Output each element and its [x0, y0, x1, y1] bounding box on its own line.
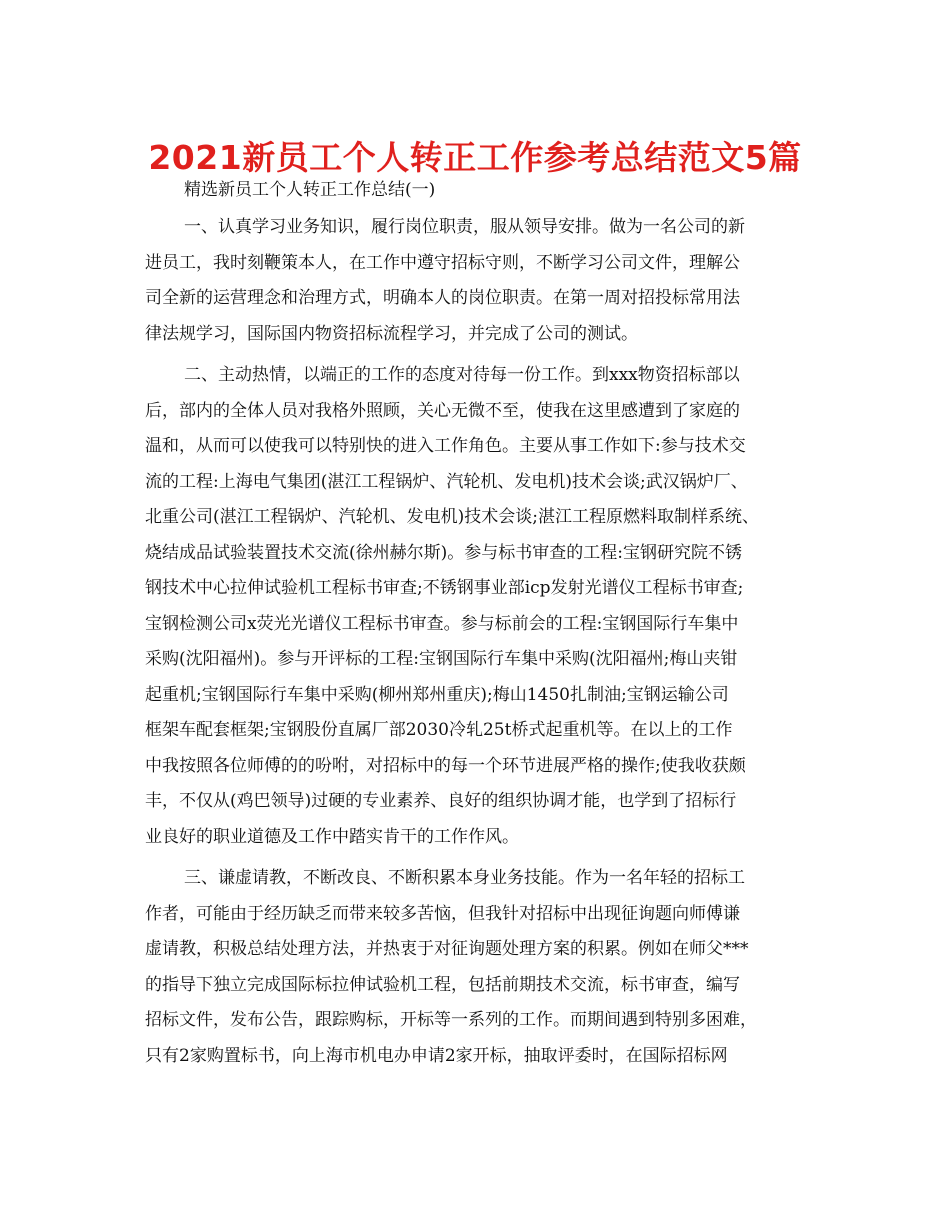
paragraph-2 [145, 358, 810, 855]
paragraph-line: 起重机;宝钢国际行车集中采购(柳州郑州重庆);梅山1450扎制油;宝钢运输公司 [145, 684, 729, 705]
paragraph-line: 司全新的运营理念和治理方式，明确本人的岗位职责。在第一周对招投标常用法 [145, 288, 740, 308]
paragraph-line: 中我按照各位师傅的的吩咐，对招标中的每一个环节进展严格的操作;使我收获颇 [145, 755, 746, 776]
paragraph-line: 宝钢检测公司x荧光光谱仪工程标书审查。参与标前会的工程:宝钢国际行车集中 [145, 613, 739, 634]
document-title: 2021新员工个人转正工作参考总结范文5篇 [148, 138, 802, 177]
paragraph-line: 温和，从而可以使我可以特别快的进入工作角色。主要从事工作如下:参与技术交 [145, 436, 746, 456]
paragraph-line: 流的工程:上海电气集团(湛江工程锅炉、汽轮机、发电机)技术会谈;武汉锅炉厂、 [145, 471, 748, 492]
paragraph-line: 业良好的职业道德及工作中踏实肯干的工作作风。 [145, 826, 519, 847]
paragraph-line: 丰，不仅从(鸡巴领导)过硬的专业素养、良好的组织协调才能，也学到了招标行 [145, 791, 737, 811]
paragraph-line: 的指导下独立完成国际标拉伸试验机工程，包括前期技术交流，标书审查，编写 [145, 974, 740, 995]
paragraph-line: 虚请教，积极总结处理方法，并热衷于对征询题处理方案的积累。例如在师父*** [145, 939, 749, 959]
section-subtitle: 精选新员工个人转正工作总结(一) [184, 180, 436, 200]
paragraph-line: 招标文件，发布公告，跟踪购标，开标等一系列的工作。而期间遇到特别多困难， [145, 1010, 757, 1030]
paragraph-line: 一、认真学习业务知识，履行岗位职责，服从领导安排。做为一名公司的新 [184, 217, 745, 237]
paragraph-line: 三、谦虚请教，不断改良、不断积累本身业务技能。作为一名年轻的招标工 [184, 868, 745, 888]
paragraph-line: 二、主动热情，以端正的工作的态度对待每一份工作。到xxx物资招标部以 [184, 365, 740, 385]
paragraph-line: 后，部内的全体人员对我格外照顾，关心无微不至，使我在这里感遭到了家庭的 [145, 400, 740, 421]
paragraph-line: 律法规学习，国际国内物资招标流程学习，并完成了公司的测试。 [145, 323, 638, 344]
paragraph-line: 采购(沈阳福州)。参与开评标的工程:宝钢国际行车集中采购(沈阳福州;梅山夹钳 [145, 649, 738, 669]
paragraph-line: 烧结成品试验装置技术交流(徐州赫尔斯)。参与标书审查的工程:宝钢研究院不锈 [145, 542, 742, 563]
paragraph-line: 钢技术中心拉伸试验机工程标书审查;不锈钢事业部icp发射光谱仪工程标书审查; [145, 578, 744, 598]
paragraph-line: 只有2家购置标书，向上海市机电办申请2家开标，抽取评委时，在国际招标网 [145, 1045, 728, 1066]
paragraph-line: 北重公司(湛江工程锅炉、汽轮机、发电机)技术会谈;湛江工程原燃料取制样系统、 [145, 507, 759, 527]
document-body [145, 176, 810, 1074]
paragraph-line: 框架车配套框架;宝钢股份直属厂部2030冷轧25t桥式起重机等。在以上的工作 [145, 720, 733, 740]
paragraph-line: 进员工，我时刻鞭策本人，在工作中遵守招标守则，不断学习公司文件，理解公 [145, 252, 740, 273]
paragraph-1 [145, 210, 810, 352]
paragraph-3 [145, 861, 810, 1074]
paragraph-line: 作者，可能由于经历缺乏而带来较多苦恼，但我针对招标中出现征询题向师傅谦 [145, 903, 740, 924]
